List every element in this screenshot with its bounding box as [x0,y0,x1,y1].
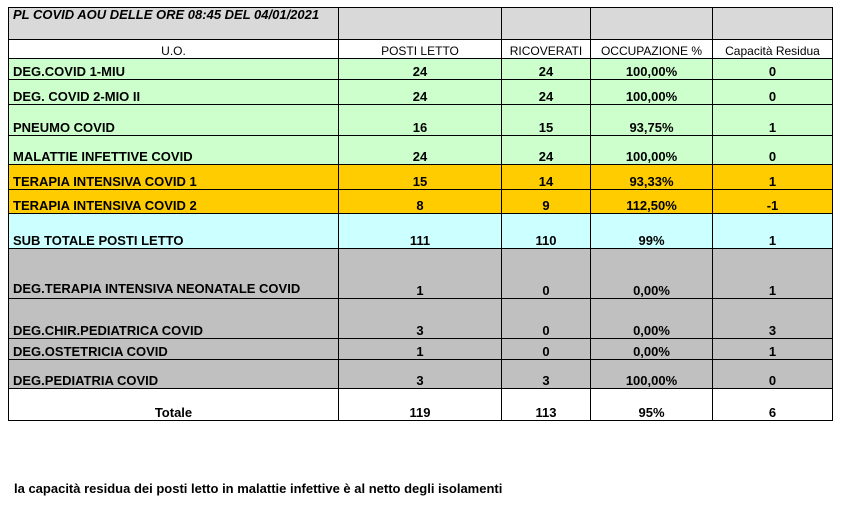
table-row [9,299,833,339]
unit-name: SUB TOTALE POSTI LETTO [9,214,339,249]
title-row [9,8,833,40]
unit-name: PNEUMO COVID [9,105,339,136]
unit-name: DEG.TERAPIA INTENSIVA NEONATALE COVID [9,249,339,299]
unit-name: TERAPIA INTENSIVA COVID 2 [9,190,339,214]
capacita-residua-value: 3 [713,299,833,339]
table-row [9,165,833,190]
table-row [9,190,833,214]
ricoverati-value: 9 [502,190,591,214]
unit-name: MALATTIE INFETTIVE COVID [9,136,339,165]
ricoverati-value: 0 [502,299,591,339]
occupazione-value: 99% [591,214,713,249]
posti-letto-value: 1 [339,339,502,360]
table-row [9,360,833,389]
capacita-residua-value: 1 [713,214,833,249]
occupazione-value: 100,00% [591,360,713,389]
table-row [9,105,833,136]
posti-letto-value: 24 [339,80,502,105]
occupazione-value: 100,00% [591,136,713,165]
posti-letto-value: 111 [339,214,502,249]
posti-letto-value: 24 [339,136,502,165]
posti-letto-value: 16 [339,105,502,136]
capacita-residua-value: 1 [713,105,833,136]
unit-name: DEG.PEDIATRIA COVID [9,360,339,389]
title-empty-cell [713,8,833,40]
footnote: la capacità residua dei posti letto in malattie infettive è al netto degli isolamenti [14,481,503,496]
unit-name: DEG.OSTETRICIA COVID [9,339,339,360]
posti-letto-value: 3 [339,299,502,339]
occupazione-value: 100,00% [591,80,713,105]
table-row [9,136,833,165]
title-empty-cell [591,8,713,40]
posti-letto-value: 24 [339,59,502,80]
capacita-residua-value: 0 [713,360,833,389]
unit-name: TERAPIA INTENSIVA COVID 1 [9,165,339,190]
header-capacita-residua: Capacità Residua [713,40,833,59]
header-row [9,40,833,59]
occupazione-value: 93,75% [591,105,713,136]
posti-letto-value: 15 [339,165,502,190]
occupazione-value: 0,00% [591,299,713,339]
capacita-residua-value: 1 [713,339,833,360]
header-uo: U.O. [9,40,339,59]
ricoverati-total: 113 [502,389,591,421]
ricoverati-value: 24 [502,80,591,105]
header-occupazione: OCCUPAZIONE % [591,40,713,59]
occupazione-value: 112,50% [591,190,713,214]
unit-name: DEG.COVID 1-MIU [9,59,339,80]
posti-letto-value: 3 [339,360,502,389]
ricoverati-value: 24 [502,59,591,80]
posti-letto-value: 8 [339,190,502,214]
table-row [9,80,833,105]
header-posti-letto: POSTI LETTO [339,40,502,59]
capacita-residua-value: 0 [713,136,833,165]
unit-name: DEG. COVID 2-MIO II [9,80,339,105]
capacita-residua-value: 1 [713,249,833,299]
total-row [9,389,833,421]
ricoverati-value: 0 [502,249,591,299]
occupazione-value: 93,33% [591,165,713,190]
capacita-residua-value: -1 [713,190,833,214]
total-label: Totale [9,389,339,421]
table-row [9,339,833,360]
bed-occupancy-table [8,7,833,421]
title-empty-cell [339,8,502,40]
occupazione-value: 0,00% [591,249,713,299]
ricoverati-value: 14 [502,165,591,190]
capacita-residua-value: 1 [713,165,833,190]
table-row [9,249,833,299]
capacita-residua-value: 0 [713,80,833,105]
ricoverati-value: 24 [502,136,591,165]
table-row [9,59,833,80]
header-ricoverati: RICOVERATI [502,40,591,59]
ricoverati-value: 15 [502,105,591,136]
occupazione-total: 95% [591,389,713,421]
capacita-residua-total: 6 [713,389,833,421]
ricoverati-value: 110 [502,214,591,249]
occupazione-value: 100,00% [591,59,713,80]
posti-letto-value: 1 [339,249,502,299]
posti-letto-total: 119 [339,389,502,421]
unit-name: DEG.CHIR.PEDIATRICA COVID [9,299,339,339]
ricoverati-value: 3 [502,360,591,389]
report-title: PL COVID AOU DELLE ORE 08:45 DEL 04/01/2021 [9,8,339,40]
subtotal-row [9,214,833,249]
ricoverati-value: 0 [502,339,591,360]
occupazione-value: 0,00% [591,339,713,360]
capacita-residua-value: 0 [713,59,833,80]
title-empty-cell [502,8,591,40]
